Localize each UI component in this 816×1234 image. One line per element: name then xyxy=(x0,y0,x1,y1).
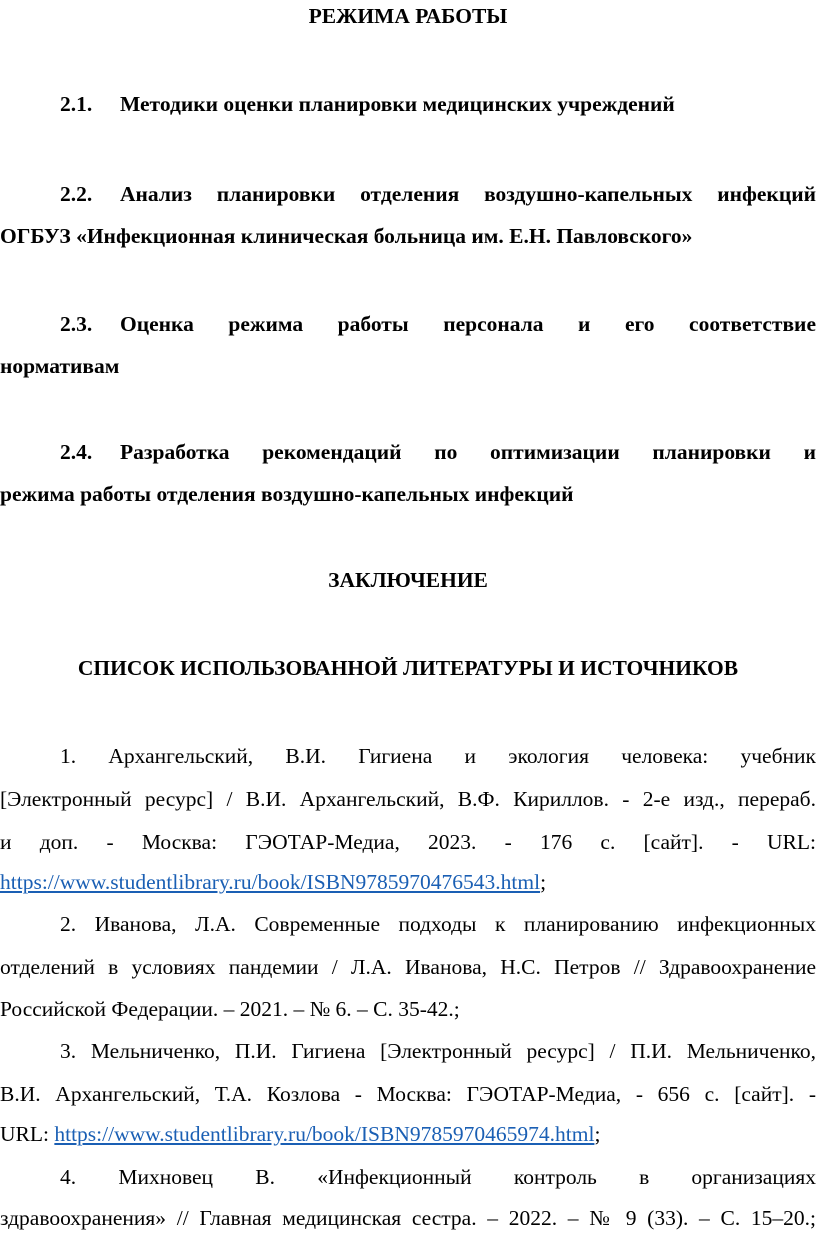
toc-item-2-3-continuation: нормативам xyxy=(0,354,120,378)
reference-3-line-3 xyxy=(0,1120,816,1148)
reference-1-url-link[interactable]: https://www.studentlibrary.ru/book/ISBN9785970476543.html xyxy=(0,870,541,894)
reference-1-line-1: 1. Архангельский, В.И. Гигиена и экология человека: учебник xyxy=(60,744,816,768)
toc-item-2-3 xyxy=(60,310,816,338)
reference-3-url-link[interactable]: https://www.studentlibrary.ru/book/ISBN9785970465974.html xyxy=(54,1122,595,1146)
toc-item-2-4-continuation: режима работы отделения воздушно-капельных инфекций xyxy=(0,482,574,506)
toc-title: Оценка режима работы персонала и его соответствие xyxy=(120,312,816,336)
toc-item-2-1 xyxy=(60,90,816,118)
reference-4-line-1: 4. Михновец В. «Инфекционный контроль в организациях xyxy=(60,1165,816,1189)
section-heading-mode: РЕЖИМА РАБОТЫ xyxy=(308,4,508,28)
toc-number: 2.3. xyxy=(60,312,93,336)
reference-2-line-3: Российской Федерации. – 2021. – № 6. – С. 35-42.; xyxy=(0,997,460,1021)
reference-1-line-4 xyxy=(0,868,816,896)
section-heading-references: СПИСОК ИСПОЛЬЗОВАННОЙ ЛИТЕРАТУРЫ И ИСТОЧНИКОВ xyxy=(77,656,739,680)
reference-2-line-1: 2. Иванова, Л.А. Современные подходы к планированию инфекционных xyxy=(60,912,816,936)
section-heading-conclusion: ЗАКЛЮЧЕНИЕ xyxy=(328,568,488,592)
reference-1-terminator: ; xyxy=(540,870,547,894)
reference-3-line-2: В.И. Архангельский, Т.А. Козлова - Москва: ГЭОТАР-Медиа, - 656 с. [сайт]. - xyxy=(0,1082,816,1106)
toc-number: 2.2. xyxy=(60,182,93,206)
toc-title: Разработка рекомендаций по оптимизации планировки и xyxy=(120,440,816,464)
toc-item-2-2 xyxy=(60,180,816,208)
toc-item-2-4 xyxy=(60,438,816,466)
reference-1-line-3: и доп. - Москва: ГЭОТАР-Медиа, 2023. - 176 с. [сайт]. - URL: xyxy=(0,830,816,854)
reference-3-url-prefix: URL: xyxy=(0,1122,55,1146)
toc-title: Анализ планировки отделения воздушно-капельных инфекций xyxy=(120,182,816,206)
reference-1-line-2: [Электронный ресурс] / В.И. Архангельский, В.Ф. Кириллов. - 2-е изд., перераб. xyxy=(0,787,816,811)
reference-4-line-2: здравоохранения» // Главная медицинская сестра. – 2022. – № 9 (33). – С. 15–20.; xyxy=(0,1206,816,1230)
toc-item-2-2-continuation: ОГБУЗ «Инфекционная клиническая больница им. Е.Н. Павловского» xyxy=(0,224,693,248)
toc-title: Методики оценки планировки медицинских учреждений xyxy=(120,92,675,116)
reference-3-terminator: ; xyxy=(594,1122,601,1146)
reference-3-line-1: 3. Мельниченко, П.И. Гигиена [Электронный ресурс] / П.И. Мельниченко, xyxy=(60,1039,816,1063)
toc-number: 2.4. xyxy=(60,440,93,464)
toc-number: 2.1. xyxy=(60,92,93,116)
reference-2-line-2: отделений в условиях пандемии / Л.А. Иванова, Н.С. Петров // Здравоохранение xyxy=(0,955,816,979)
